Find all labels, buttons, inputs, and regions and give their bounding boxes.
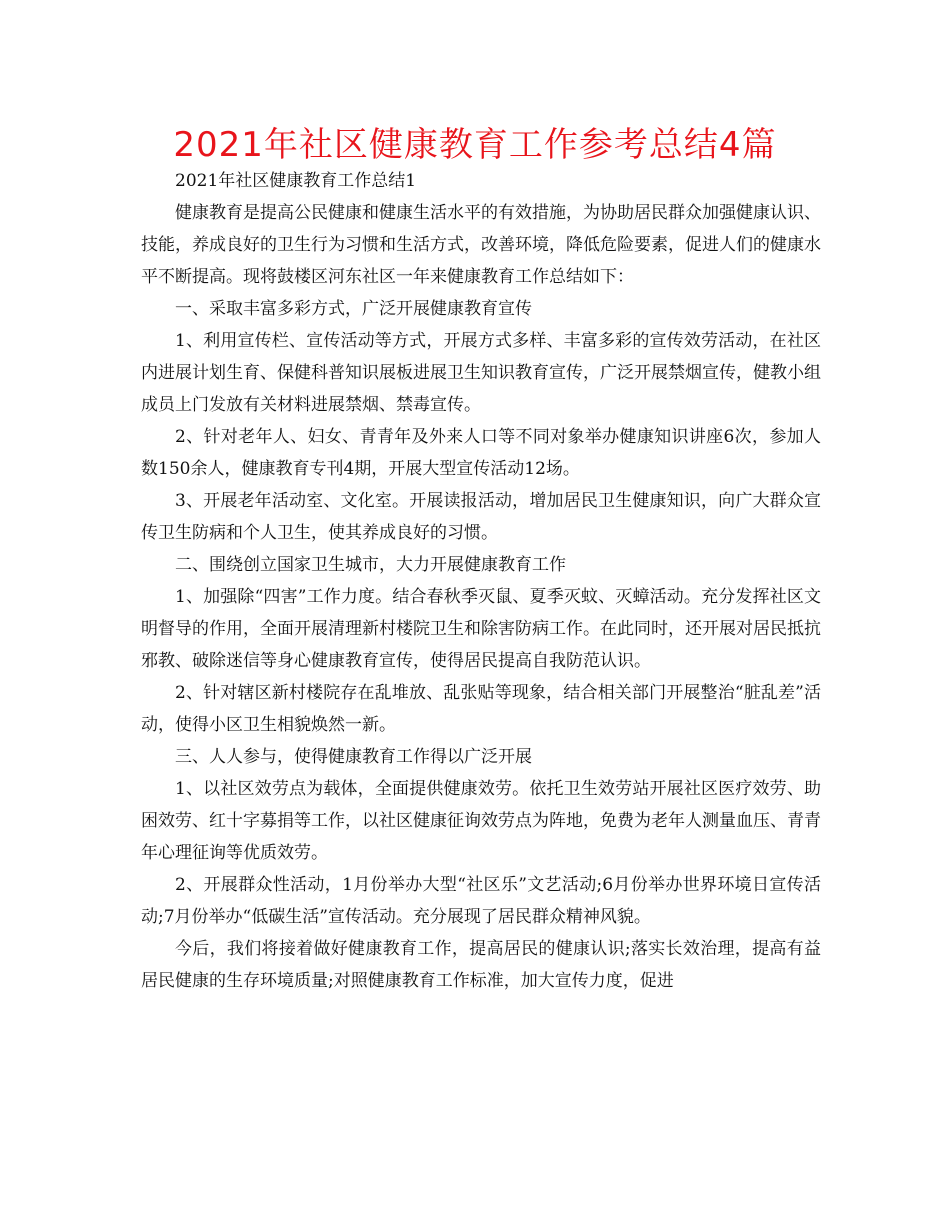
paragraph-3-1: 1、以社区效劳点为载体，全面提供健康效劳。依托卫生效劳站开展社区医疗效劳、助困效劳、红十字募捐等工作，以社区健康征询效劳点为阵地，免费为老年人测量血压、青青年心理征询等优质效劳。 — [141, 779, 821, 863]
paragraph-3-2: 2、开展群众性活动，1月份举办大型“社区乐”文艺活动;6月份举办世界环境日宣传活动;7月份举办“低碳生活”宣传活动。充分展现了居民群众精神风貌。 — [141, 875, 821, 927]
paragraph-1-1: 1、利用宣传栏、宣传活动等方式，开展方式多样、丰富多彩的宣传效劳活动，在社区内进展计划生育、保健科普知识展板进展卫生知识教育宣传，广泛开展禁烟宣传，健教小组成员上门发放有关材料进展禁烟、禁毒宣传。 — [141, 331, 821, 415]
closing-paragraph: 今后，我们将接着做好健康教育工作，提高居民的健康认识;落实长效治理，提高有益居民健康的生存环境质量;对照健康教育工作标准，加大宣传力度，促进 — [141, 939, 821, 991]
section-heading-3: 三、人人参与，使得健康教育工作得以广泛开展 — [175, 747, 532, 767]
document-body — [141, 165, 821, 997]
paragraph-1-3: 3、开展老年活动室、文化室。开展读报活动，增加居民卫生健康知识，向广大群众宣传卫生防病和个人卫生，使其养成良好的习惯。 — [141, 491, 821, 543]
section-heading-2: 二、围绕创立国家卫生城市，大力开展健康教育工作 — [175, 555, 566, 575]
section-subtitle: 2021年社区健康教育工作总结1 — [175, 171, 417, 191]
paragraph-2-1: 1、加强除“四害”工作力度。结合春秋季灭鼠、夏季灭蚊、灭蟑活动。充分发挥社区文明督导的作用，全面开展清理新村楼院卫生和除害防病工作。在此同时，还开展对居民抵抗邪教、破除迷信等身心健康教育宣传，使得居民提高自我防范认识。 — [141, 587, 821, 671]
intro-paragraph: 健康教育是提高公民健康和健康生活水平的有效措施，为协助居民群众加强健康认识、技能，养成良好的卫生行为习惯和生活方式，改善环境，降低危险要素，促进人们的健康水平不断提高。现将鼓楼区河东社区一年来健康教育工作总结如下： — [141, 203, 821, 287]
paragraph-1-2: 2、针对老年人、妇女、青青年及外来人口等不同对象举办健康知识讲座6次，参加人数150余人，健康教育专刊4期，开展大型宣传活动12场。 — [141, 427, 821, 479]
paragraph-2-2: 2、针对辖区新村楼院存在乱堆放、乱张贴等现象，结合相关部门开展整治“脏乱差”活动，使得小区卫生相貌焕然一新。 — [141, 683, 821, 735]
document-title: 2021年社区健康教育工作参考总结4篇 — [173, 125, 777, 165]
section-heading-1: 一、采取丰富多彩方式，广泛开展健康教育宣传 — [175, 299, 532, 319]
